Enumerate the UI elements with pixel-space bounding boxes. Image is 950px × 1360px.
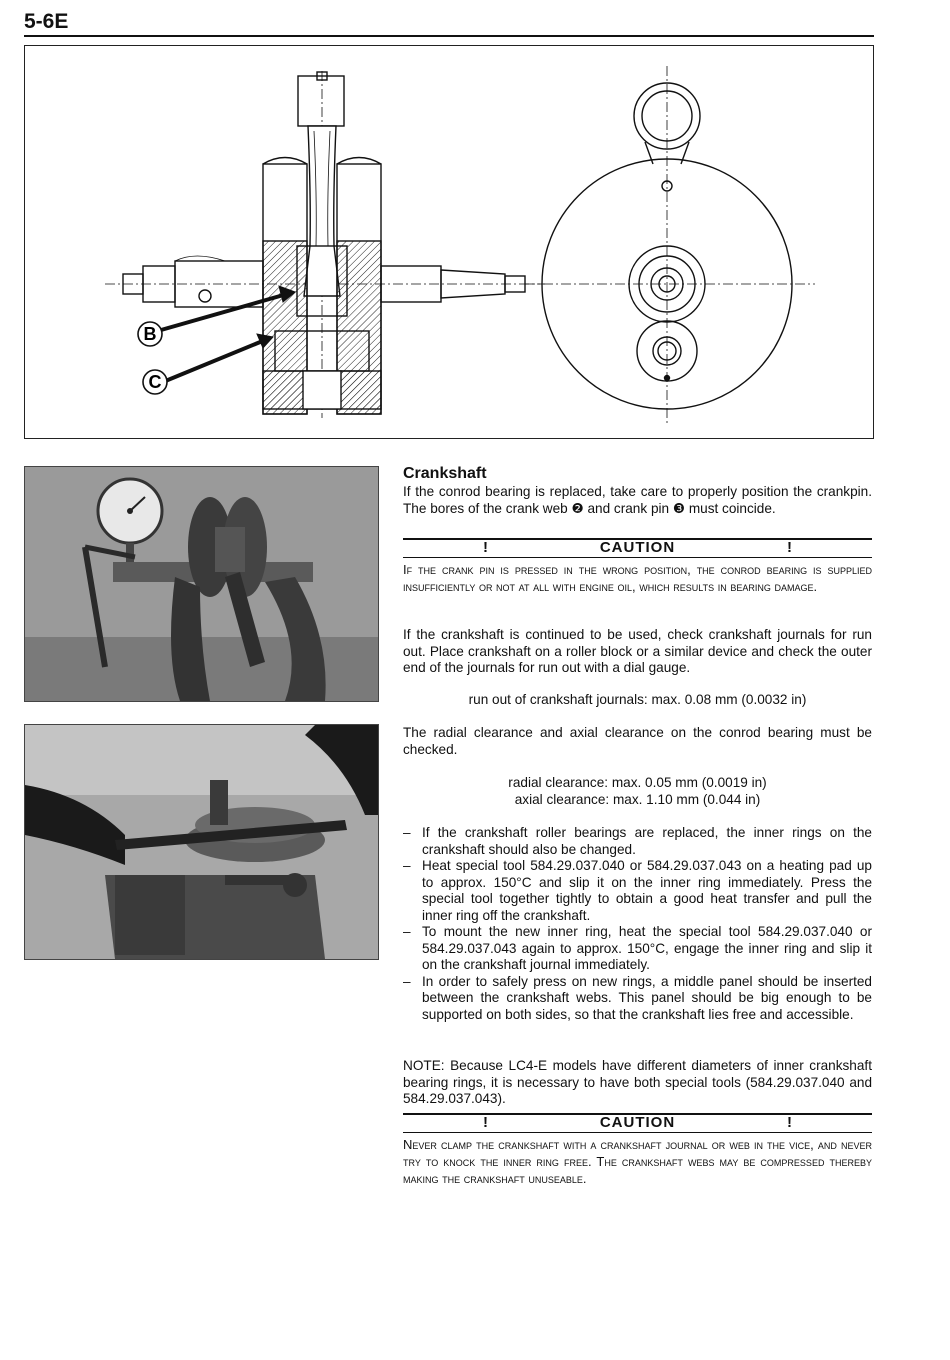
photo-vice	[24, 724, 379, 960]
dial-gauge-photo-graphic	[25, 467, 378, 701]
crankshaft-diagram	[24, 45, 874, 439]
clearance-paragraph: The radial clearance and axial clearance on the conrod bearing must be checked.	[403, 725, 872, 757]
caution-bang-left: !	[483, 539, 488, 556]
caution-bang-left: !	[483, 1114, 488, 1131]
axial-clearance-spec: axial clearance: max. 1.10 mm (0.044 in)	[514, 791, 761, 807]
label-b: B	[143, 324, 157, 344]
runout-paragraph: If the crankshaft is continued to be used, check crankshaft journals for run out. Place crankshaft on a roller block or a similar device and check the outer end of the journals for run out with a dial gauge.	[403, 627, 872, 675]
caution-bang-right: !	[787, 539, 792, 556]
caution-text-1: If the crank pin is pressed in the wrong position, the conrod bearing is supplied insufficiently or not at all with engine oil, which results in bearing damage.	[403, 562, 872, 594]
radial-clearance-spec: radial clearance: max. 0.05 mm (0.0019 in)	[508, 775, 767, 790]
caution-bar-1	[403, 538, 872, 558]
runout-spec: run out of crankshaft journals: max. 0.08 mm (0.0032 in)	[468, 692, 807, 707]
crankshaft-drawing	[25, 46, 873, 438]
vice-photo-graphic	[25, 725, 378, 959]
header-rule	[24, 35, 874, 37]
list-item: – If the crankshaft roller bearings are replaced, the inner rings on the crankshaft should also be changed.	[403, 825, 872, 858]
section-title: Crankshaft	[403, 465, 487, 482]
note-paragraph: NOTE: Because LC4-E models have different diameters of inner crankshaft bearing rings, it is necessary to have both special tools (584.29.037.040 and 584.29.037.043).	[403, 1058, 872, 1106]
steps-list	[403, 825, 872, 1023]
caution-label: CAUTION	[599, 1114, 676, 1131]
label-c: C	[148, 372, 162, 392]
caution-bar-2	[403, 1113, 872, 1133]
photo-dial-gauge	[24, 466, 379, 702]
caution-bang-right: !	[787, 1114, 792, 1131]
list-item: – In order to safely press on new rings, a middle panel should be inserted between the crankshaft webs. This panel should be big enough to be supported on both sides, so that the crankshaft lies free and accessible.	[403, 974, 872, 1024]
caution-text-2: Never clamp the crankshaft with a crankshaft journal or web in the vice, and never try to knock the inner ring free. The crankshaft webs may be compressed thereby making the crankshaft unuseable.	[403, 1137, 872, 1186]
list-item: – To mount the new inner ring, heat the special tool 584.29.037.040 or 584.29.037.043 again to approx. 150°C, engage the inner ring and slip it on the crankshaft journal immediately.	[403, 924, 872, 974]
list-item: – Heat special tool 584.29.037.040 or 584.29.037.043 on a heating pad up to approx. 150°C and slip it on the inner ring immediately. Press the special tool together tightly to obtain a good heat transfer and pull the inner ring off the crankshaft.	[403, 858, 872, 924]
caution-label: CAUTION	[599, 539, 676, 556]
intro-paragraph: If the conrod bearing is replaced, take care to properly position the crankpin. The bores of the crank web ❷ and crank pin ❸ must coincide.	[403, 484, 872, 516]
page-number: 5-6E	[24, 10, 69, 33]
